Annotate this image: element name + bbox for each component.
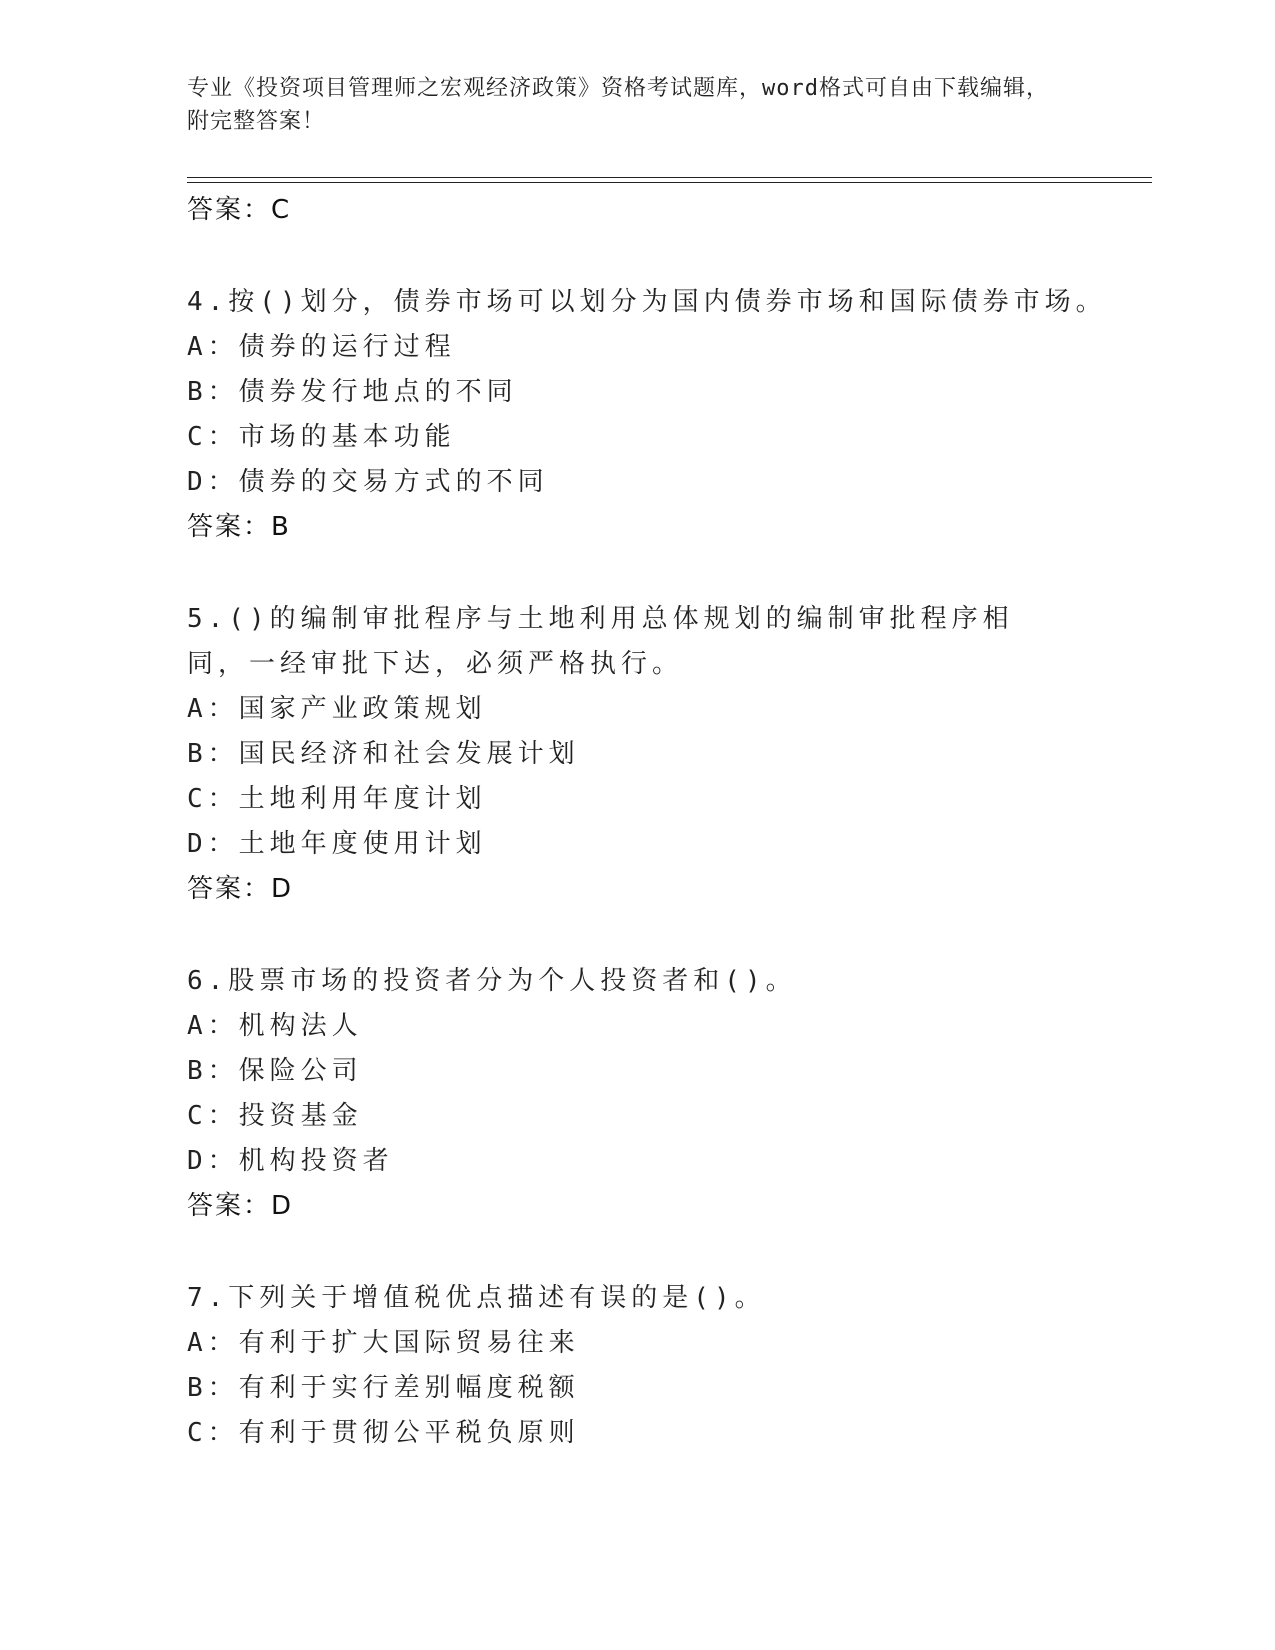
answer-line: 答案：B bbox=[187, 512, 291, 542]
option-a: A：国家产业政策规划 bbox=[187, 694, 487, 724]
question-block bbox=[187, 280, 1107, 550]
option-b: B：有利于实行差别幅度税额 bbox=[187, 1373, 580, 1403]
option-c: C：投资基金 bbox=[187, 1101, 363, 1131]
option-c: C：土地利用年度计划 bbox=[187, 784, 487, 814]
option-c: C：市场的基本功能 bbox=[187, 422, 456, 452]
answer-line: 答案：D bbox=[187, 1191, 294, 1221]
option-c: C：有利于贯彻公平税负原则 bbox=[187, 1418, 580, 1448]
question-stem: 7.下列关于增值税优点描述有误的是()。 bbox=[187, 1283, 766, 1313]
option-a: A：有利于扩大国际贸易往来 bbox=[187, 1328, 580, 1358]
question-block bbox=[187, 959, 1087, 1229]
option-b: B：国民经济和社会发展计划 bbox=[187, 739, 580, 769]
answer-line: 答案：C bbox=[187, 195, 292, 225]
option-d: D：土地年度使用计划 bbox=[187, 829, 487, 859]
option-b: B：债券发行地点的不同 bbox=[187, 377, 518, 407]
option-a: A：机构法人 bbox=[187, 1011, 363, 1041]
header-rule-top bbox=[187, 177, 1152, 178]
option-d: D：债券的交易方式的不同 bbox=[187, 467, 549, 497]
option-b: B：保险公司 bbox=[187, 1056, 363, 1086]
option-a: A：债券的运行过程 bbox=[187, 332, 456, 362]
option-d: D：机构投资者 bbox=[187, 1146, 394, 1176]
question-block bbox=[187, 1276, 1087, 1456]
header-rule-bottom bbox=[187, 182, 1152, 183]
question-list bbox=[187, 188, 1107, 1456]
document-header: 专业《投资项目管理师之宏观经济政策》资格考试题库，word格式可自由下载编辑，附完整答案！ bbox=[187, 76, 1049, 134]
answer-line: 答案：D bbox=[187, 874, 294, 904]
question-stem: 6.股票市场的投资者分为个人投资者和()。 bbox=[187, 966, 797, 996]
question-stem: 5.()的编制审批程序与土地利用总体规划的编制审批程序相同，一经审批下达，必须严格执行。 bbox=[187, 604, 1014, 679]
question-stem: 4.按()划分，债券市场可以划分为国内债券市场和国际债券市场。 bbox=[187, 287, 1107, 317]
question-block bbox=[187, 597, 1087, 912]
